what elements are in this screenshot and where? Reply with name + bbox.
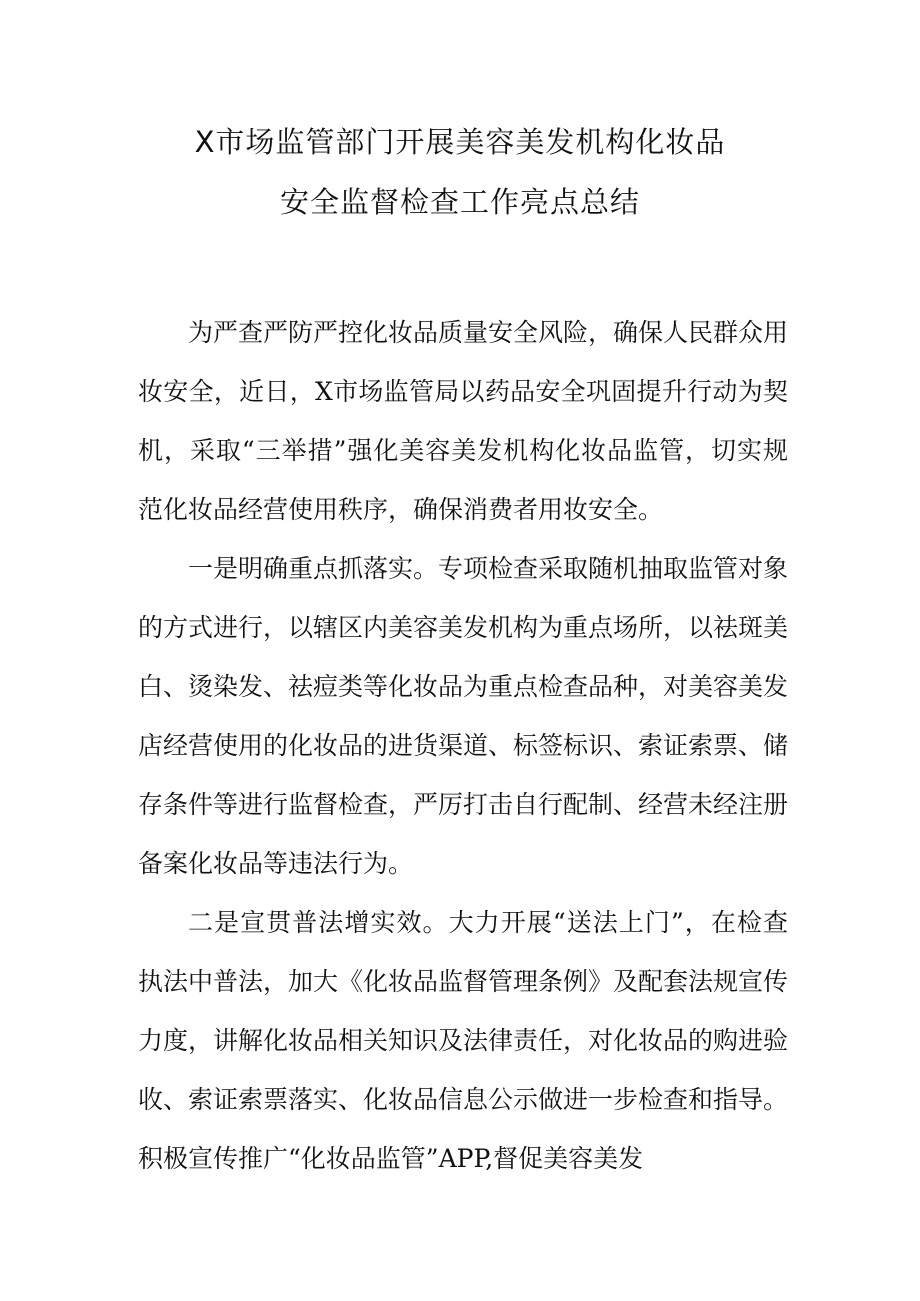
paragraph-measure-two: 二是宣贯普法增实效。大力开展“送法上门”，在检查执法中普法，加大《化妆品监督管理条例》及配套法规宣传力度，讲解化妆品相关知识及法律责任，对化妆品的购进验收、索证索票落实、化妆品信息公示做进一步检查和指导。积极宣传推广“化妆品监管”APP,督促美容美发 — [138, 908, 789, 1173]
document-title-line-1: X市场监管部门开展美容美发机构化妆品 — [194, 125, 726, 159]
paragraph-intro: 为严查严防严控化妆品质量安全风险，确保人民群众用妆安全，近日，X市场监管局以药品安全巩固提升行动为契机，采取“三举措”强化美容美发机构化妆品监管，切实规范化妆品经营使用秩序，确保消费者用妆安全。 — [138, 318, 789, 524]
paragraph-measure-one: 一是明确重点抓落实。专项检查采取随机抽取监管对象的方式进行，以辖区内美容美发机构为重点场所，以祛斑美白、烫染发、祛痘类等化妆品为重点检查品种，对美容美发店经营使用的化妆品的进货渠道、标签标识、索证索票、储存条件等进行监督检查，严厉打击自行配制、经营未经注册备案化妆品等违法行为。 — [138, 554, 789, 878]
document-body — [138, 303, 788, 1188]
document-title-line-2: 安全监督检查工作亮点总结 — [279, 185, 640, 219]
